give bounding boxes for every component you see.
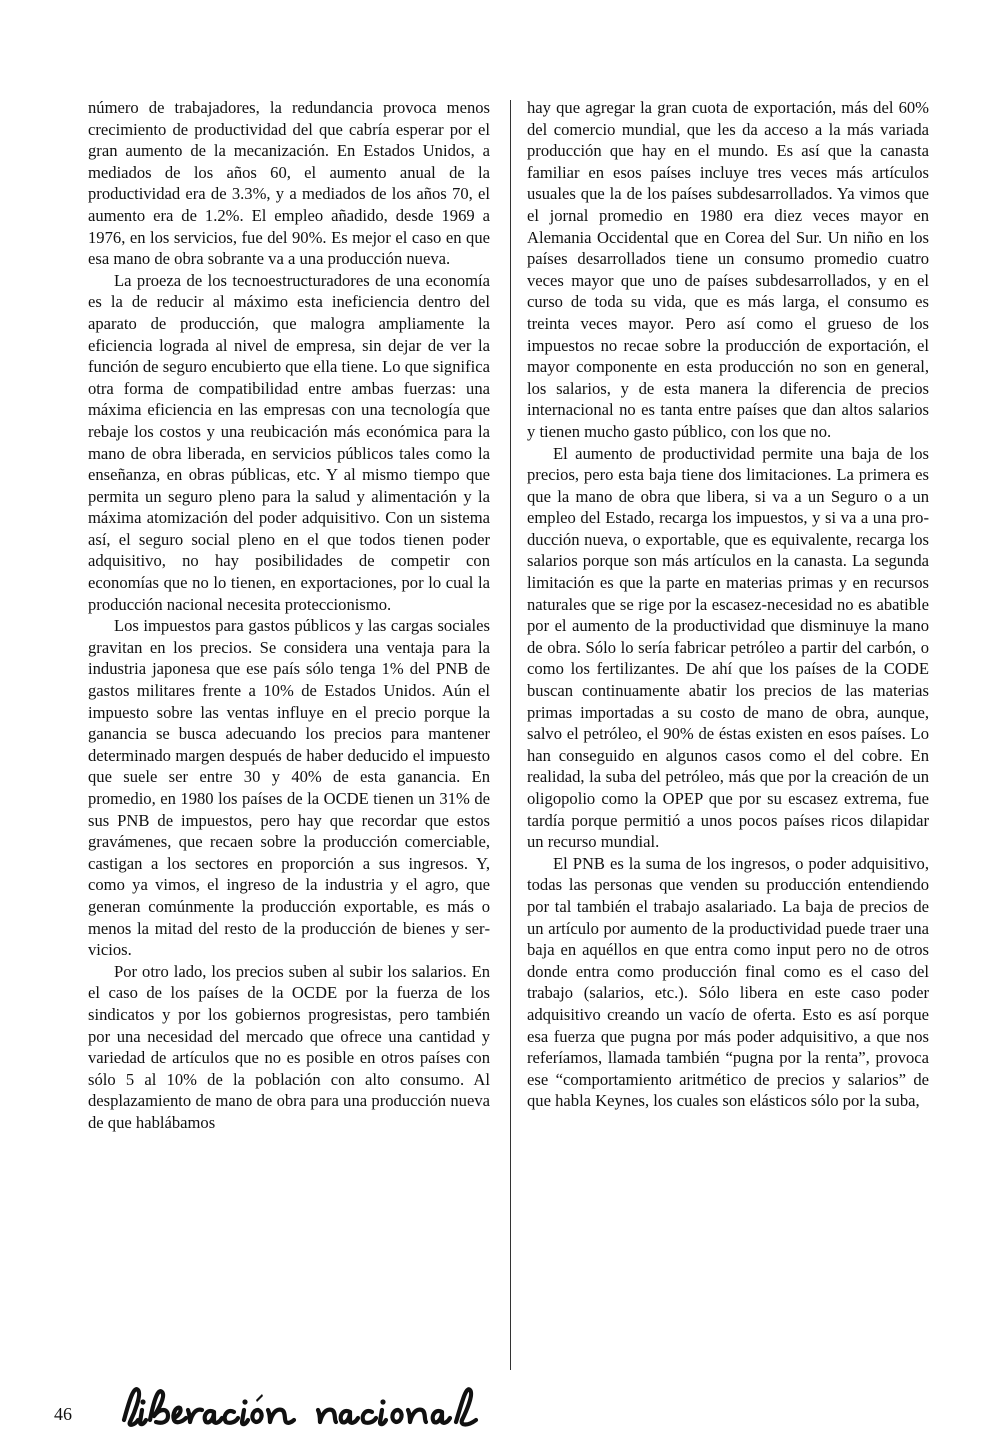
masthead-logo bbox=[116, 1380, 496, 1436]
page-footer bbox=[54, 1380, 514, 1440]
paragraph: El PNB es la suma de los ingresos, o poder adquisitivo, todas las personas que venden su producción entendiendo por tal también el trabajo asalariado. La baja de precios de un artículo por aumento de la productividad puede traer una baja en aquéllos en que entra como input pero no de otros donde entra como producción final como es el caso del trabajo (salarios, etc.). Sólo libera en este caso poder adquisitivo creando un vacío de oferta. Esto es así porque esa fuerza que pugna por más poder adquisitivo, a que nos referíamos, llamada también “pugna por la renta”, provoca ese “comportamiento aritmético de precios y salarios” de que habla Keynes, los cuales son elásticos sólo por la suba, bbox=[527, 853, 929, 1111]
paragraph: hay que agregar la gran cuota de exportación, más del 60% del comercio mundial, que les da acceso a la más variada producción que hay en el mundo. Es así que la canasta familiar en esos países incluye tres veces más artículos usuales que la de los países subdesarrollados. Ya vimos que el jornal promedio en 1980 era diez veces mayor en Alemania Occidental que en Corea del Sur. Un niño en los países desarrollados tiene un consumo promedio cuatro veces mayor que uno de países subdesarrollados, y en el curso de toda su vida, que es más larga, el consumo es treinta veces mayor. Pero así como el grueso de los impuestos no recae sobre la producción de exportación, el mayor componente en esta producción no son en general, los salarios, y de esta manera la diferencia de precios internacional no es tanta entre países que dan altos salarios y tienen mucho gasto público, con los que no. bbox=[527, 98, 929, 441]
left-column bbox=[88, 97, 490, 1134]
masthead-logo-icon bbox=[116, 1380, 496, 1436]
paragraph: Los impuestos para gastos públicos y las cargas sociales gravitan en los precios. Se considera una ventaja para la industria japonesa que ese país sólo tenga 1% del PNB de gastos militares frente a 10% de Estados Unidos. Aún el impuesto sobre las ventas influye en el precio porque la ganancia se busca adecuando los precios para mantener determinado margen después de haber deducido el impuesto que suele ser entre 30 y 40% de esta ganancia. En promedio, en 1980 los países de la OCDE tienen un 31% de sus PNB de impuestos, pero hay que recordar que estos gravámenes, que recaen sobre la producción comerciable, castigan a los sectores en proporción a sus ingresos. Y, como ya vimos, el ingreso de la industria y el agro, que generan comúnmente la producción exportable, es más o menos la mitad del resto de la producción de bienes y servicios. bbox=[88, 616, 490, 960]
paragraph: número de trabajadores, la redundancia provoca menos crecimiento de productividad del que cabría esperar por el gran aumento de la mecanización. En Estados Unidos, a mediados de los años 60, el aumento anual de la productividad era de 3.3%, y a mediados de los años 70, el aumento era de 1.2%. El empleo añadido, desde 1969 a 1976, en los servicios, fue del 90%. Es mejor el caso en que esa mano de obra sobrante va a una producción nueva. bbox=[88, 98, 490, 269]
page-number: 46 bbox=[54, 1404, 72, 1424]
right-column bbox=[527, 97, 929, 1112]
paragraph: Por otro lado, los precios suben al subir los salarios. En el caso de los países de la OCDE por la fuerza de los sindicatos y por los gobiernos progresistas, pero también por una necesidad del mercado que ofrece una cantidad y variedad de artículos que no es posible en otros países con sólo 5 al 10% de la población con alto consumo. Al desplazamiento de mano de obra para una producción nueva de que hablábamos bbox=[88, 961, 490, 1132]
paragraph: El aumento de productividad permite una baja de los precios, pero esta baja tiene dos limitaciones. La primera es que la mano de obra que libera, si va a un Seguro o a un empleo del Estado, recarga los impuestos, y si va a una producción nueva, o exportable, que es equivalente, recarga los salarios porque son más artículos en la canasta. La segunda limitación es que la parte en materias primas y en recursos naturales que se rige por la escasez-necesidad no es abatible por el aumento de la productividad que disminuye la mano de obra. Sólo lo sería fabricar petróleo a partir del carbón, o como los fertilizantes. De ahí que los países de la CODE buscan continuamente abatir los precios de las materias primas importadas a su costo de mano de obra, aunque, salvo el petróleo, el 90% de éstas existen en esos países. Lo han conseguido en algunos casos como el del cobre. En realidad, la suba del petróleo, más que por la creación de un oligopolio como la OPEP que por su escasez extrema, fue tardía porque permitió a unos pocos países ricos dilapidar un recurso mundial. bbox=[527, 443, 929, 852]
paragraph: La proeza de los tecnoestructuradores de una economía es la de reducir al máximo esta ineficiencia dentro del aparato de producción, que malogra ampliamente la eficiencia lograda al nivel de empresa, sin dejar de ver la función de seguro encubierto que ella tiene. Lo que significa otra forma de compatibilidad entre ambas fuerzas: una máxima eficiencia en las empresas con una tecnología que rebaje los costos y una reubicación más económica para la mano de obra liberada, en servicios públicos tales como la enseñanza, en obras públicas, etc. Y al mismo tiempo que permita un seguro pleno para la salud y alimentación y la máxima atomización del poder adquisitivo. Con un sistema así, el seguro social pleno en el que todos tienen poder adquisitivo, no hay posibilidades de competir con economías que no lo tienen, en exportaciones, por lo cual la producción nacional necesita proteccionismo. bbox=[88, 270, 490, 614]
column-divider bbox=[510, 100, 511, 1370]
